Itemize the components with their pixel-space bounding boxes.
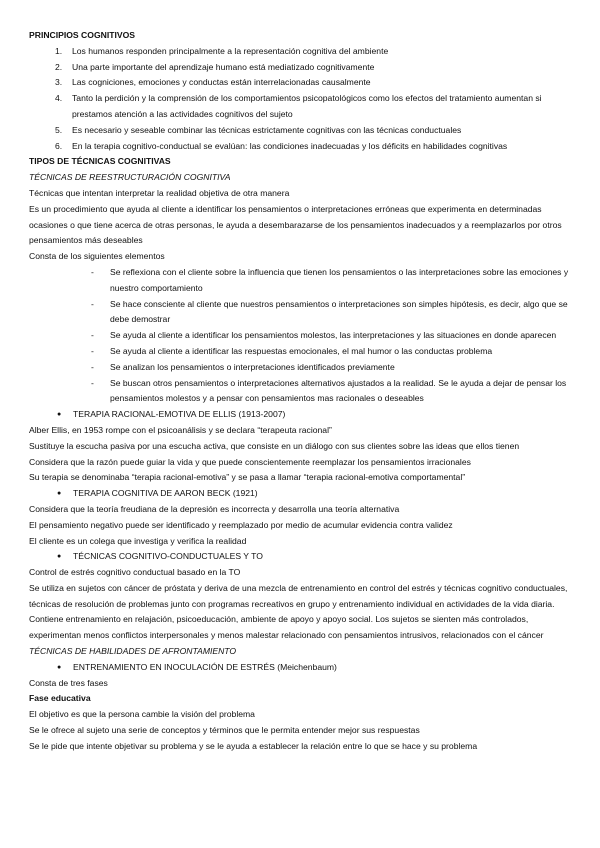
reestructuracion-subheading: TÉCNICAS DE REESTRUCTURACIÓN COGNITIVA bbox=[29, 172, 231, 183]
item-text: Se analizan los pensamientos o interpretaciones identificados previamente bbox=[110, 361, 395, 372]
bullet-text: TERAPIA COGNITIVA DE AARON BECK (1921) bbox=[73, 488, 258, 499]
elemento-item bbox=[29, 344, 577, 360]
paragraph: Técnicas que intentan interpretar la realidad objetiva de otra manera bbox=[29, 187, 290, 198]
principio-item bbox=[29, 139, 577, 155]
principio-item bbox=[29, 44, 577, 60]
bullet-icon: ● bbox=[57, 490, 62, 498]
paragraph: Considera que la razón puede guiar la vida y que puede conscientemente reemplazar los pensamientos irracionales bbox=[29, 456, 471, 467]
principio-item bbox=[29, 60, 577, 76]
item-text: Las cogniciones, emociones y conductas están interrelacionadas causalmente bbox=[72, 77, 371, 88]
elementos-list bbox=[29, 265, 577, 407]
principio-item bbox=[29, 123, 577, 139]
paragraph: Se utiliza en sujetos con cáncer de próstata y deriva de una mezcla de entrenamiento en control del estrés y técnicas cognitivo conductuales, técnicas de resolución de problemas junto con programas recreativos en grupo y entrenamiento individual en actividades de la vida diaria. Contiene entrenamiento en relajación, psicoeducación, ambiente de apoyo y apoyo social. Los sujetos se sienten más controlados, experimentan menos conflictos interpersonales y menos malestar relacionado con pensamientos intrusivos, relacionados con el cáncer bbox=[29, 582, 568, 641]
principio-item bbox=[29, 75, 577, 91]
tcc-bullet bbox=[29, 549, 577, 565]
elemento-item bbox=[29, 360, 577, 376]
item-number: 6. bbox=[55, 140, 63, 151]
bullet-text: ENTRENAMIENTO EN INOCULACIÓN DE ESTRÉS (Meichenbaum) bbox=[73, 661, 337, 672]
paragraph: Alber Ellis, en 1953 rompe con el psicoanálisis y se declara “terapeuta racional” bbox=[29, 424, 332, 435]
item-number: 5. bbox=[55, 124, 63, 135]
paragraph: Considera que la teoría freudiana de la depresión es incorrecta y desarrolla una teoría alternativa bbox=[29, 503, 400, 514]
document-content bbox=[29, 28, 577, 755]
item-number: 4. bbox=[55, 93, 63, 104]
bullet-text: TERAPIA RACIONAL-EMOTIVA DE ELLIS (1913-2007) bbox=[73, 409, 286, 420]
paragraph: Consta de tres fases bbox=[29, 677, 108, 688]
paragraph: Su terapia se denominaba “terapia racional-emotiva” y se pasa a llamar “terapia racional-emotiva comportamental” bbox=[29, 472, 466, 483]
item-number: 1. bbox=[55, 45, 63, 56]
bullet-icon: ● bbox=[57, 553, 62, 561]
dash-marker: - bbox=[91, 345, 94, 356]
afrontamiento-subheading: TÉCNICAS DE HABILIDADES DE AFRONTAMIENTO bbox=[29, 646, 237, 657]
elemento-item bbox=[29, 376, 577, 408]
bullet-icon: ● bbox=[57, 663, 62, 671]
item-text: Se buscan otros pensamientos o interpretaciones alternativos ajustados a la realidad. Se le ayuda a dejar de pensar los pensamientos molestos y a pensar con pensamientos mas racionales o deseables bbox=[110, 377, 567, 404]
ellis-bullet bbox=[29, 407, 577, 423]
elemento-item bbox=[29, 265, 577, 297]
beck-bullet bbox=[29, 486, 577, 502]
dash-marker: - bbox=[91, 298, 94, 309]
item-text: Se hace consciente al cliente que nuestros pensamientos o interpretaciones son simples hipótesis, es decir, algo que se debe demostrar bbox=[110, 298, 568, 325]
item-text: Los humanos responden principalmente a la representación cognitiva del ambiente bbox=[72, 45, 389, 56]
bullet-icon: ● bbox=[57, 411, 62, 419]
principios-list bbox=[29, 44, 577, 155]
dash-marker: - bbox=[91, 377, 94, 388]
item-text: Una parte importante del aprendizaje humano está mediatizado cognitivamente bbox=[72, 61, 375, 72]
paragraph: Sustituye la escucha pasiva por una escucha activa, que consiste en un diálogo con sus clientes sobre las ideas que ellos tienen bbox=[29, 440, 520, 451]
paragraph: El objetivo es que la persona cambie la visión del problema bbox=[29, 709, 255, 720]
dash-marker: - bbox=[91, 361, 94, 372]
item-text: Tanto la perdición y la comprensión de los comportamientos psicopatológicos como los efectos del tratamiento aumentan si prestamos atención a las actividades cognitivos del sujeto bbox=[72, 93, 542, 119]
paragraph: Es un procedimiento que ayuda al cliente a identificar los pensamientos o interpretaciones erróneas que experimenta en determinadas ocasiones o que tiene acerca de otras personas, le ayuda a desembarazarse de los pensamientos inadecuados y a reemplazarlos por otros pensamientos más deseables bbox=[29, 203, 562, 246]
paragraph: El pensamiento negativo puede ser identificado y reemplazado por medio de acumular evidencia contra validez bbox=[29, 519, 453, 530]
elemento-item bbox=[29, 297, 577, 329]
principios-heading: PRINCIPIOS COGNITIVOS bbox=[29, 30, 136, 40]
paragraph: Se le ofrece al sujeto una serie de conceptos y términos que le permita entender mejor sus respuestas bbox=[29, 725, 420, 736]
item-number: 3. bbox=[55, 77, 63, 88]
item-text: Se ayuda al cliente a identificar los pensamientos molestos, las interpretaciones y las situaciones en donde aparecen bbox=[110, 330, 557, 341]
paragraph: Se le pide que intente objetivar su problema y se le ayuda a establecer la relación entre lo que se hace y su problema bbox=[29, 740, 478, 751]
item-text: Es necesario y seseable combinar las técnicas estrictamente cognitivas con las técnicas conductuales bbox=[72, 124, 462, 135]
item-number: 2. bbox=[55, 61, 63, 72]
paragraph: Consta de los siguientes elementos bbox=[29, 251, 165, 262]
principio-item bbox=[29, 91, 577, 123]
tipos-heading: TIPOS DE TÉCNICAS COGNITIVAS bbox=[29, 156, 171, 167]
dash-marker: - bbox=[91, 330, 94, 341]
inoculacion-bullet bbox=[29, 660, 577, 676]
elemento-item bbox=[29, 328, 577, 344]
item-text: Se ayuda al cliente a identificar las respuestas emocionales, el mal humor o las conductas problema bbox=[110, 345, 493, 356]
paragraph: El cliente es un colega que investiga y verifica la realidad bbox=[29, 535, 247, 546]
dash-marker: - bbox=[91, 266, 94, 277]
item-text: Se reflexiona con el cliente sobre la influencia que tienen los pensamientos o las interpretaciones sobre las emociones y nuestro comportamiento bbox=[110, 266, 569, 293]
bullet-text: TÉCNICAS COGNITIVO-CONDUCTUALES Y TO bbox=[73, 551, 263, 562]
fase-heading: Fase educativa bbox=[29, 693, 91, 704]
paragraph: Control de estrés cognitivo conductual basado en la TO bbox=[29, 567, 241, 578]
item-text: En la terapia cognitivo-conductual se evalúan: las condiciones inadecuadas y los déficits en habilidades cognitivas bbox=[72, 140, 508, 151]
